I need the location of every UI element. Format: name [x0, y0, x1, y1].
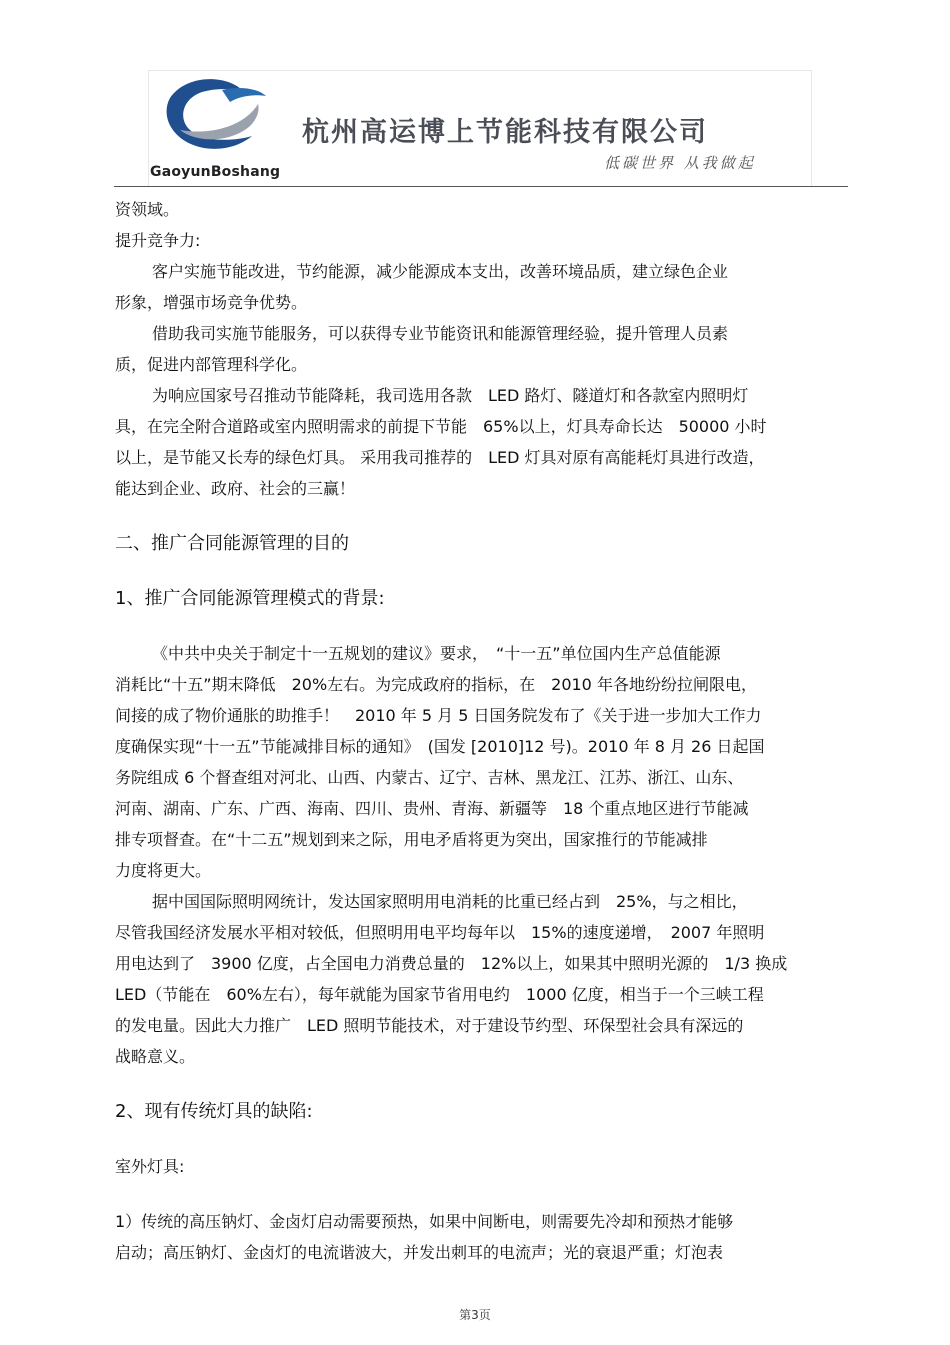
- paragraph-line: 质，促进内部管理科学化。: [115, 355, 308, 374]
- logo-wordmark: GaoyunBoshang: [150, 164, 281, 180]
- paragraph-line: 以上，是节能又长寿的绿色灯具。 采用我司推荐的 LED 灯具对原有高能耗灯具进行改造，: [115, 448, 765, 467]
- document-body: [115, 194, 855, 1268]
- paragraph-line: 的发电量。因此大力推广 LED 照明节能技术，对于建设节约型、环保型社会具有深远的: [115, 1016, 744, 1035]
- page-number: 第3页: [459, 1308, 491, 1322]
- paragraph-line: 尽管我国经济发展水平相对较低，但照明用电平均每年以 15%的速度递增， 2007 年照明: [115, 923, 765, 942]
- paragraph-line: 度确保实现“十一五”节能减排目标的通知》 (国发 [2010]12 号)。2010 年 8 月 26 日起国: [115, 737, 765, 756]
- paragraph-line: 河南、湖南、广东、广西、海南、四川、贵州、青海、新疆等 18 个重点地区进行节能减: [115, 799, 749, 818]
- paragraph-line: 间接的成了物价通胀的助推手！ 2010 年 5 月 5 日国务院发布了《关于进一步加大工作力: [115, 706, 762, 725]
- paragraph-line: 据中国国际照明网统计，发达国家照明用电消耗的比重已经占到 25%，与之相比，: [152, 892, 748, 911]
- subheading: 室外灯具:: [115, 1157, 185, 1176]
- paragraph-line: 消耗比“十五”期末降低 20%左右。为完成政府的指标，在 2010 年各地纷纷拉闸限电，: [115, 675, 757, 694]
- company-logo-icon: [158, 70, 270, 160]
- paragraph-line: 启动；高压钠灯、金卤灯的电流谐波大，并发出刺耳的电流声；光的衰退严重；灯泡表: [115, 1243, 724, 1262]
- header-divider: [114, 186, 848, 187]
- slogan: 低碳世界 从我做起: [604, 154, 756, 172]
- paragraph-line: 资领域。: [115, 200, 180, 219]
- paragraph-line: LED（节能在 60%左右），每年就能为国家节省用电约 1000 亿度，相当于一个三峡工程: [115, 985, 764, 1004]
- subheading: 提升竞争力:: [115, 231, 201, 250]
- paragraph-line: 《中共中央关于制定十一五规划的建议》要求， “十一五”单位国内生产总值能源: [152, 644, 721, 663]
- paragraph-line: 1）传统的高压钠灯、金卤灯启动需要预热，如果中间断电，则需要先冷却和预热才能够: [115, 1212, 734, 1231]
- section-heading: 二、推广合同能源管理的目的: [115, 533, 349, 554]
- paragraph-line: 力度将更大。: [115, 861, 212, 880]
- paragraph-line: 战略意义。: [115, 1047, 196, 1066]
- paragraph-line: 为响应国家号召推动节能降耗，我司选用各款 LED 路灯、隧道灯和各款室内照明灯: [152, 386, 749, 405]
- paragraph-line: 务院组成 6 个督查组对河北、山西、内蒙古、辽宁、吉林、黑龙江、江苏、浙江、山东、: [115, 768, 744, 787]
- paragraph-line: 形象，增强市场竞争优势。: [115, 293, 308, 312]
- section-heading: 1、推广合同能源管理模式的背景:: [115, 588, 385, 609]
- paragraph-line: 用电达到了 3900 亿度，占全国电力消费总量的 12%以上，如果其中照明光源的 1/3 换成: [115, 954, 788, 973]
- paragraph-line: 客户实施节能改进，节约能源，减少能源成本支出，改善环境品质，建立绿色企业: [152, 262, 729, 281]
- paragraph-line: 排专项督查。在“十二五”规划到来之际，用电矛盾将更为突出，国家推行的节能减排: [115, 830, 708, 849]
- company-name: 杭州高运博上节能科技有限公司: [302, 117, 708, 148]
- paragraph-line: 具，在完全附合道路或室内照明需求的前提下节能 65%以上，灯具寿命长达 50000 小时: [115, 417, 767, 436]
- paragraph-line: 能达到企业、政府、社会的三赢！: [115, 479, 356, 498]
- section-heading: 2、现有传统灯具的缺陷:: [115, 1101, 313, 1122]
- paragraph-line: 借助我司实施节能服务，可以获得专业节能资讯和能源管理经验，提升管理人员素: [152, 324, 729, 343]
